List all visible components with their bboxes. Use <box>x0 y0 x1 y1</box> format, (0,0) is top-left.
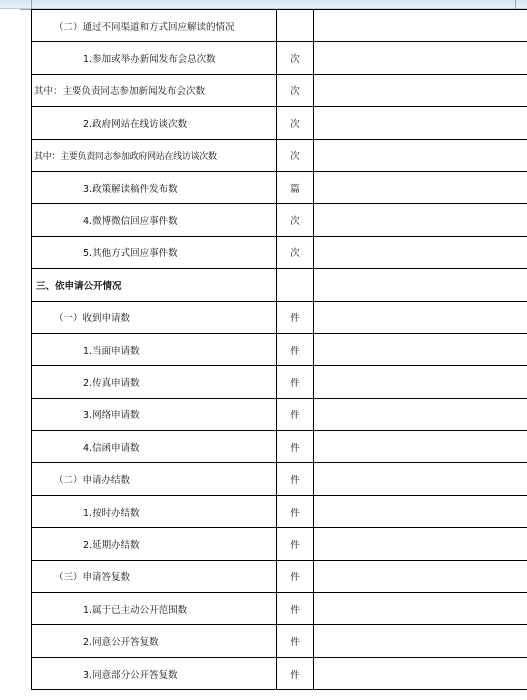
row-unit: 件 <box>277 495 314 527</box>
row-item-label: 2.传真申请数 <box>32 366 277 398</box>
row-unit: 件 <box>277 560 314 592</box>
table-row <box>32 107 527 139</box>
crop-mark-left <box>20 9 31 10</box>
row-value-cell[interactable] <box>314 42 527 74</box>
table-row <box>32 10 527 42</box>
statistics-table <box>31 9 527 690</box>
row-value-cell[interactable] <box>314 301 527 333</box>
section-heading: 三、依申请公开情况 <box>32 269 277 301</box>
row-unit: 件 <box>277 333 314 365</box>
row-unit: 件 <box>277 366 314 398</box>
table-row <box>32 333 527 365</box>
row-value-cell[interactable] <box>314 10 527 42</box>
table-row <box>32 431 527 463</box>
row-unit: 件 <box>277 301 314 333</box>
table-row <box>32 593 527 625</box>
table-row <box>32 236 527 268</box>
table-row <box>32 366 527 398</box>
row-item-label: 1.参加或举办新闻发布会总次数 <box>32 42 277 74</box>
row-item-label: 3.政策解读稿件发布数 <box>32 171 277 203</box>
row-value-cell[interactable] <box>314 139 527 171</box>
row-value-cell[interactable] <box>314 269 527 301</box>
row-item-label: 3.网络申请数 <box>32 398 277 430</box>
row-value-cell[interactable] <box>314 333 527 365</box>
table-row <box>32 171 527 203</box>
table-row <box>32 463 527 495</box>
window-top-bar <box>0 0 527 9</box>
table-row <box>32 139 527 171</box>
row-item-label: 1.按时办结数 <box>32 495 277 527</box>
row-unit: 件 <box>277 528 314 560</box>
row-value-cell[interactable] <box>314 236 527 268</box>
row-unit: 件 <box>277 625 314 657</box>
row-item-label: 4.信函申请数 <box>32 431 277 463</box>
table-row <box>32 657 527 689</box>
row-value-cell[interactable] <box>314 171 527 203</box>
row-item-label: 2.同意公开答复数 <box>32 625 277 657</box>
table-row <box>32 560 527 592</box>
row-unit: 件 <box>277 463 314 495</box>
row-unit: 件 <box>277 593 314 625</box>
row-unit <box>277 269 314 301</box>
row-unit: 件 <box>277 657 314 689</box>
row-value-cell[interactable] <box>314 463 527 495</box>
row-value-cell[interactable] <box>314 204 527 236</box>
row-unit: 次 <box>277 236 314 268</box>
row-unit: 件 <box>277 431 314 463</box>
row-unit: 次 <box>277 204 314 236</box>
row-item-label: 其中：主要负责同志参加新闻发布会次数 <box>32 74 277 106</box>
row-value-cell[interactable] <box>314 366 527 398</box>
table-row <box>32 74 527 106</box>
row-item-label: 1.当面申请数 <box>32 333 277 365</box>
row-unit: 次 <box>277 74 314 106</box>
row-item-label: （二）申请办结数 <box>32 463 277 495</box>
row-value-cell[interactable] <box>314 593 527 625</box>
table-row <box>32 204 527 236</box>
row-item-label: （二）通过不同渠道和方式回应解读的情况 <box>32 10 277 42</box>
row-item-label: 2.政府网站在线访谈次数 <box>32 107 277 139</box>
row-value-cell[interactable] <box>314 528 527 560</box>
row-item-label: （一）收到申请数 <box>32 301 277 333</box>
table-row <box>32 625 527 657</box>
crop-mark-right-vertical <box>515 0 516 9</box>
row-unit <box>277 10 314 42</box>
row-unit: 次 <box>277 107 314 139</box>
table-row <box>32 495 527 527</box>
row-value-cell[interactable] <box>314 560 527 592</box>
row-unit: 篇 <box>277 171 314 203</box>
table-row <box>32 301 527 333</box>
table-row <box>32 398 527 430</box>
row-value-cell[interactable] <box>314 625 527 657</box>
row-value-cell[interactable] <box>314 107 527 139</box>
row-unit: 次 <box>277 42 314 74</box>
table-row <box>32 528 527 560</box>
row-value-cell[interactable] <box>314 431 527 463</box>
row-item-label: 其中：主要负责同志参加政府网站在线访谈次数 <box>32 139 277 171</box>
row-item-label: 4.微博微信回应事件数 <box>32 204 277 236</box>
row-unit: 件 <box>277 398 314 430</box>
row-value-cell[interactable] <box>314 495 527 527</box>
row-item-label: 2.延期办结数 <box>32 528 277 560</box>
row-item-label: 5.其他方式回应事件数 <box>32 236 277 268</box>
table-row <box>32 269 527 301</box>
table-row <box>32 42 527 74</box>
row-value-cell[interactable] <box>314 398 527 430</box>
row-item-label: （三）申请答复数 <box>32 560 277 592</box>
crop-mark-left-vertical <box>31 0 32 9</box>
row-value-cell[interactable] <box>314 74 527 106</box>
row-value-cell[interactable] <box>314 657 527 689</box>
row-item-label: 1.属于已主动公开范围数 <box>32 593 277 625</box>
row-item-label: 3.同意部分公开答复数 <box>32 657 277 689</box>
row-unit: 次 <box>277 139 314 171</box>
